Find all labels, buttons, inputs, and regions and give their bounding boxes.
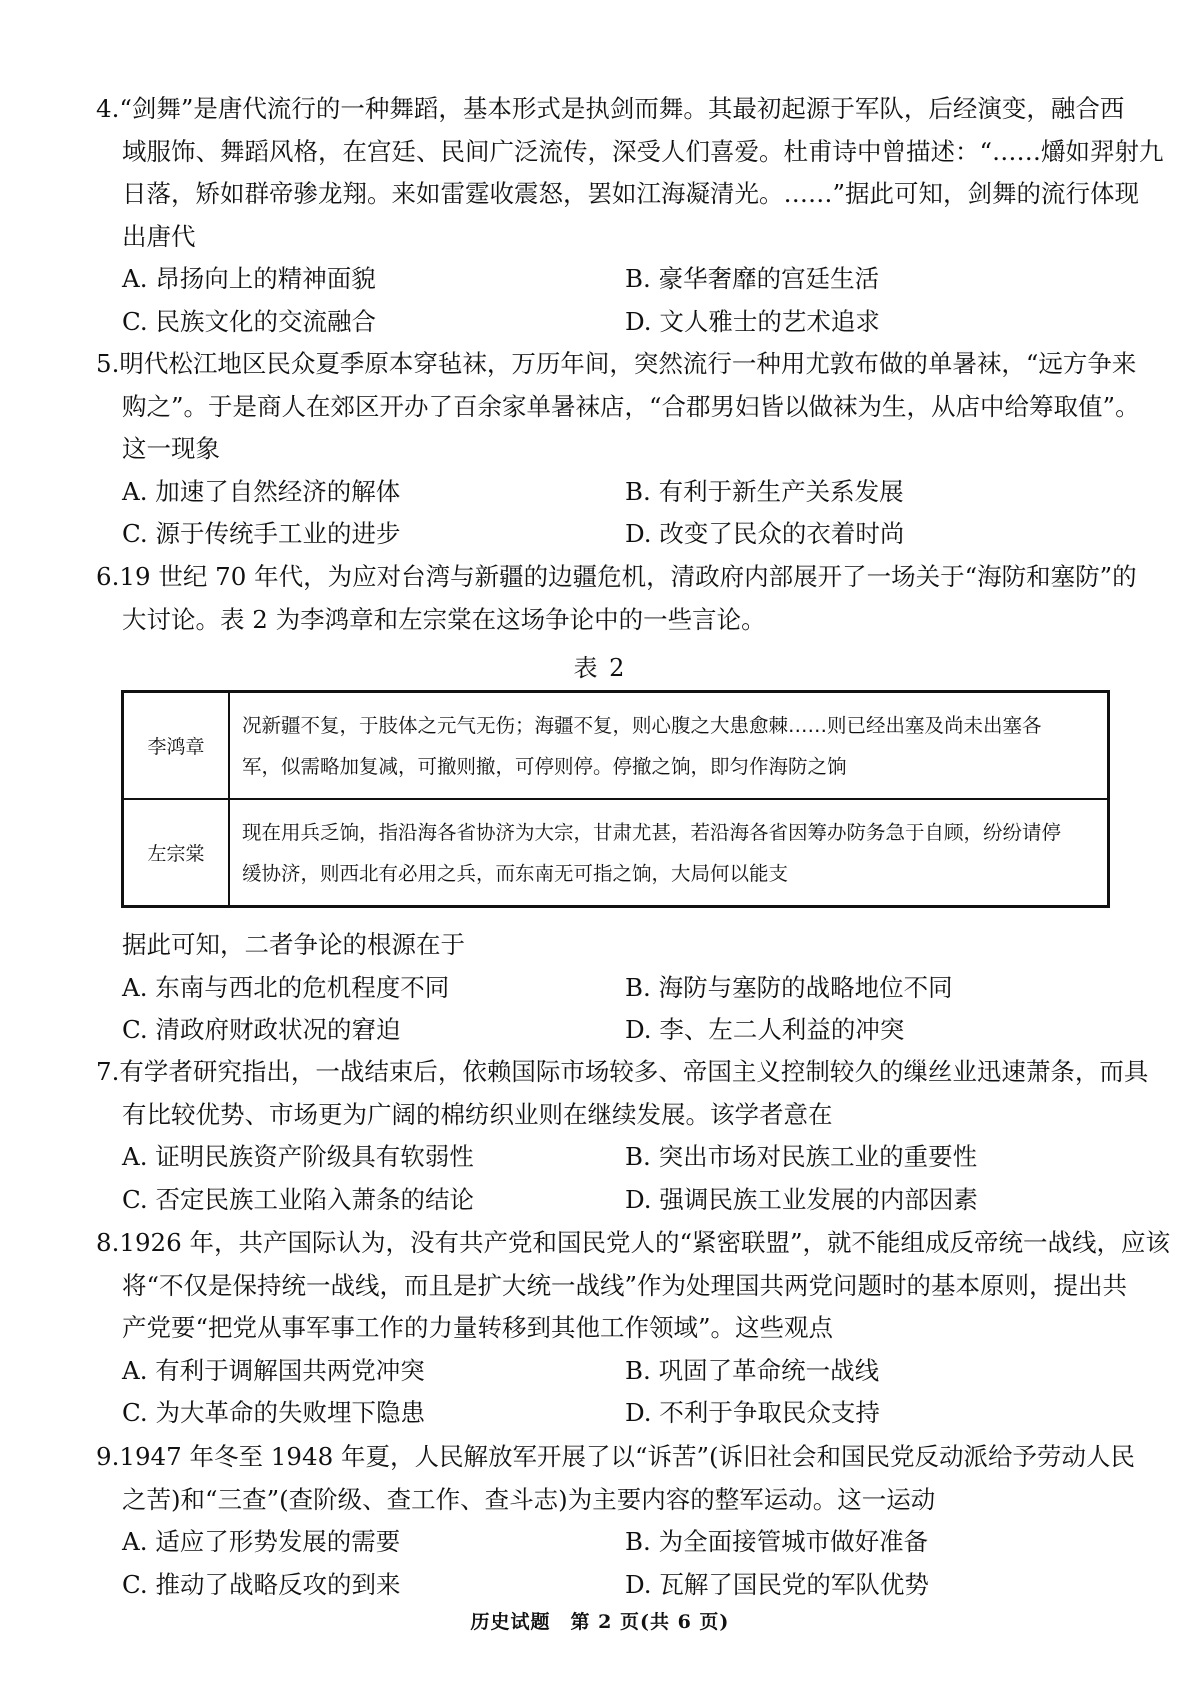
quote-cell [229,799,1109,907]
option-b: B. 有利于新生产关系发展 [625,476,904,506]
question-stem-line: 出唐代 [122,221,196,251]
quote-line: 况新疆不复，于肢体之元气无伤；海疆不复，则心腹之大患愈棘……则已经出塞及尚未出塞各 [242,713,1042,737]
answer-options [96,1136,1126,1221]
option-c: C. 源于传统手工业的进步 [122,519,401,548]
question-stem-line: 5.明代松江地区民众夏季原本穿毡袜，万历年间，突然流行一种用尤敦布做的单暑袜，“远方争来 [96,349,1137,378]
question-stem-line: 这一现象 [122,434,220,463]
answer-options [96,1521,1126,1606]
option-b: B. 巩固了革命统一战线 [625,1355,880,1385]
quote-line: 缓协济，则西北有必用之兵，而东南无可指之饷，大局何以能支 [242,861,789,885]
question-stem-line: 据此可知，二者争论的根源在于 [122,930,465,959]
option-a: A. 昂扬向上的精神面貌 [122,264,376,293]
option-d: D. 文人雅士的艺术追求 [625,306,880,336]
option-a: A. 东南与西北的危机程度不同 [122,972,450,1002]
option-c: C. 否定民族工业陷入萧条的结论 [122,1184,474,1214]
option-b: B. 豪华奢靡的宫廷生活 [625,264,880,293]
answer-options [96,471,1126,556]
question-6-continued [96,924,1126,1052]
question-4 [96,88,1164,343]
option-b: B. 为全面接管城市做好准备 [625,1527,929,1556]
question-stem-line: 有比较优势、市场更为广阔的棉纺织业则在继续发展。该学者意在 [122,1099,833,1129]
option-d: D. 强调民族工业发展的内部因素 [625,1184,978,1214]
option-b: B. 突出市场对民族工业的重要性 [625,1142,978,1171]
question-5 [96,343,1140,556]
table-row [123,692,1109,800]
option-a: A. 有利于调解国共两党冲突 [122,1355,425,1385]
question-stem-line: 产党要“把党从事军事工作的力量转移到其他工作领域”。这些观点 [122,1313,834,1342]
option-d: D. 瓦解了国民党的军队优势 [625,1569,929,1599]
option-c: C. 清政府财政状况的窘迫 [122,1015,401,1044]
option-d: D. 李、左二人利益的冲突 [625,1015,905,1044]
table-row [123,799,1109,907]
option-b: B. 海防与塞防的战略地位不同 [625,972,953,1002]
quote-table [121,690,1110,908]
question-6 [96,556,1137,641]
answer-options [96,1350,1126,1435]
answer-options [96,258,1126,343]
option-a: A. 适应了形势发展的需要 [122,1527,401,1556]
question-stem-line: 购之”。于是商人在郊区开办了百余家单暑袜店，“合郡男妇皆以做袜为生，从店中给筹取值”。 [122,391,1140,421]
option-a: A. 加速了自然经济的解体 [122,476,401,506]
question-9 [96,1436,1136,1606]
option-d: D. 改变了民众的衣着时尚 [625,519,905,548]
answer-options [96,967,1126,1052]
quote-cell [229,692,1109,800]
question-stem-line: 将“不仅是保持统一战线，而且是扩大统一战线”作为处理国共两党问题时的基本原则，提出共 [122,1270,1128,1300]
question-stem-line: 日落，矫如群帝骖龙翔。来如雷霆收震怒，罢如江海凝清光。……”据此可知，剑舞的流行体现 [122,179,1140,208]
table-title: 表 2 [573,654,627,682]
question-stem-line: 大讨论。表 2 为李鸿章和左宗棠在这场争论中的一些言论。 [122,604,766,634]
question-stem-line: 8.1926 年，共产国际认为，没有共产党和国民党人的“紧密联盟”，就不能组成反帝统一战线，应该 [96,1228,1171,1257]
quote-line: 军，似需略加复减，可撤则撤，可停则停。停撤之饷，即匀作海防之饷 [242,754,847,778]
option-c: C. 为大革命的失败埋下隐患 [122,1398,425,1427]
question-stem-line: 9.1947 年冬至 1948 年夏，人民解放军开展了以“诉苦”(诉旧社会和国民党反动派给予劳动人民 [96,1442,1136,1471]
question-7 [96,1051,1149,1221]
question-8 [96,1222,1171,1435]
question-stem-line: 7.有学者研究指出，一战结束后，依赖国际市场较多、帝国主义控制较久的缫丝业迅速萧条，而具 [96,1057,1149,1086]
question-stem-line: 域服饰、舞蹈风格，在宫廷、民间广泛流传，深受人们喜爱。杜甫诗中曾描述：“……爝如羿射九 [122,136,1164,166]
option-d: D. 不利于争取民众支持 [625,1398,880,1427]
question-stem-line: 6.19 世纪 70 年代，为应对台湾与新疆的边疆危机，清政府内部展开了一场关于“海防和塞防”的 [96,562,1137,591]
person-name-cell: 李鸿章 [123,692,230,800]
option-c: C. 推动了战略反攻的到来 [122,1569,401,1599]
person-name-cell: 左宗棠 [123,799,230,907]
option-a: A. 证明民族资产阶级具有软弱性 [122,1142,474,1171]
page-footer: 历史试题 第 2 页(共 6 页) [470,1611,730,1633]
option-c: C. 民族文化的交流融合 [122,306,376,336]
quote-line: 现在用兵乏饷，指沿海各省协济为大宗，甘肃尤甚，若沿海各省因筹办防务急于自顾，纷纷请停 [242,820,1062,844]
question-stem-line: 之苦)和“三查”(查阶级、查工作、查斗志)为主要内容的整军运动。这一运动 [122,1484,936,1514]
question-stem-line: 4.“剑舞”是唐代流行的一种舞蹈，基本形式是执剑而舞。其最初起源于军队，后经演变，融合西 [96,94,1125,123]
